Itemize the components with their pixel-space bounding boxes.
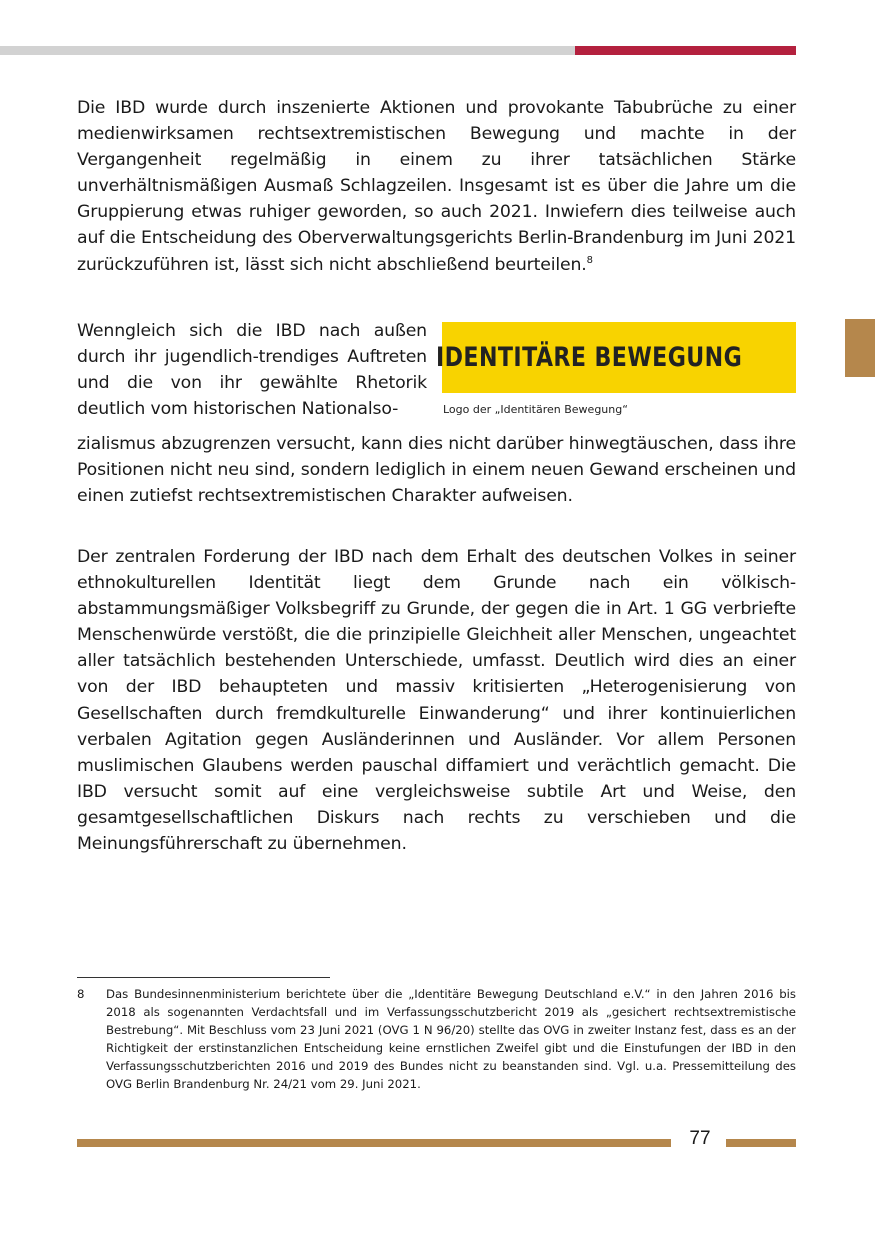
footnote-text: Das Bundesinnenministerium berichtete über die „Identitäre Bewegung Deutschland e.V.“ in den Jahren 2016 bis 2018 als sogenannten Verdachtsfall und im Verfassungsschutzbericht 2019 als „gesichert rechtsextremistische Bestrebung“. Mit Beschluss vom 23 Juni 2021 (OVG 1 N 96/20) stellte das OVG in zweiter Instanz fest, dass es an der Richtigkeit der erstinstanzlichen Entscheidung keine ernstlichen Zweifel gibt und die Einstufungen der IBD in den Verfassungsschutzberichten 2016 und 2019 des Bundes nicht zu beanstanden sind. Vgl. u.a. Pressemitteilung des OVG Berlin Brandenburg Nr. 24/21 vom 29. Juni 2021. [106, 987, 796, 1091]
footer-rule-right [726, 1139, 796, 1147]
footnote-rule [77, 977, 330, 978]
footnote-reference[interactable]: 8 [586, 254, 593, 266]
page-number: 77 [689, 1128, 711, 1149]
header-rule-grey [0, 46, 575, 55]
paragraph-3: Der zentralen Forderung der IBD nach dem Erhalt des deutschen Volkes in seiner ethnokulturellen Identität liegt dem Grunde nach ein völkisch-abstammungsmäßiger Volksbegriff zu Grunde, der gegen die in Art. 1 GG verbriefte Menschenwürde verstößt, die die prinzipielle Gleichheit aller Menschen, ungeachtet aller tatsächlich bestehenden Unterschiede, umfasst. Deutlich wird dies an einer von der IBD behaupteten und massiv kritisierten „Heterogenisierung von Gesellschaften durch fremdkulturelle Einwanderung“ und ihrer kontinuierlichen verbalen Agitation gegen Ausländerinnen und Ausländer. Vor allem Personen muslimischen Glaubens werden pauschal diffamiert und verächtlich gemacht. Die IBD versucht somit auf eine vergleichsweise subtile Art und Weise, den gesamtgesellschaftlichen Diskurs nach rechts zu verschieben und die Meinungsführerschaft zu übernehmen. [77, 547, 796, 855]
identitaere-bewegung-logo [436, 322, 796, 393]
paragraph-1-text: Die IBD wurde durch inszenierte Aktionen und provokante Tabubrüche zu einer medienwirksamen rechtsextremistischen Bewegung und machte in der Vergangenheit regelmäßig in einem zu ihrer tatsächlichen Stärke unverhältnismäßigen Ausmaß Schlagzeilen. Insgesamt ist es über die Jahre um die Gruppierung etwas ruhiger geworden, so auch 2021. Inwiefern dies teilweise auch auf die Entscheidung des Oberverwaltungsgerichts Berlin-Brandenburg im Juni 2021 zurückzuführen ist, lässt sich nicht abschließend beurteilen. [77, 98, 796, 275]
footnote [77, 985, 796, 1093]
footer-rule-left [77, 1139, 671, 1147]
header-rule-red [575, 46, 796, 55]
figure-caption: Logo der „Identitären Bewegung“ [443, 403, 628, 416]
paragraph-1 [77, 95, 796, 278]
paragraph-2-wrapped: Wenngleich sich die IBD nach außen durch ihr jugendlich-trendiges Auftreten und die von ihr gewählte Rhetorik deutlich vom historischen Nationalso- [77, 321, 427, 420]
chapter-side-tab [845, 319, 875, 377]
logo-text: IDENTITÄRE BEWEGUNG [436, 342, 743, 373]
paragraph-2-continued: zialismus abzugrenzen versucht, kann dies nicht darüber hinwegtäuschen, dass ihre Positionen nicht neu sind, sondern lediglich in einem neuen Gewand erscheinen und einen zutiefst rechtsextremistischen Charakter aufweisen. [77, 434, 796, 507]
footnote-number: 8 [77, 987, 85, 1001]
